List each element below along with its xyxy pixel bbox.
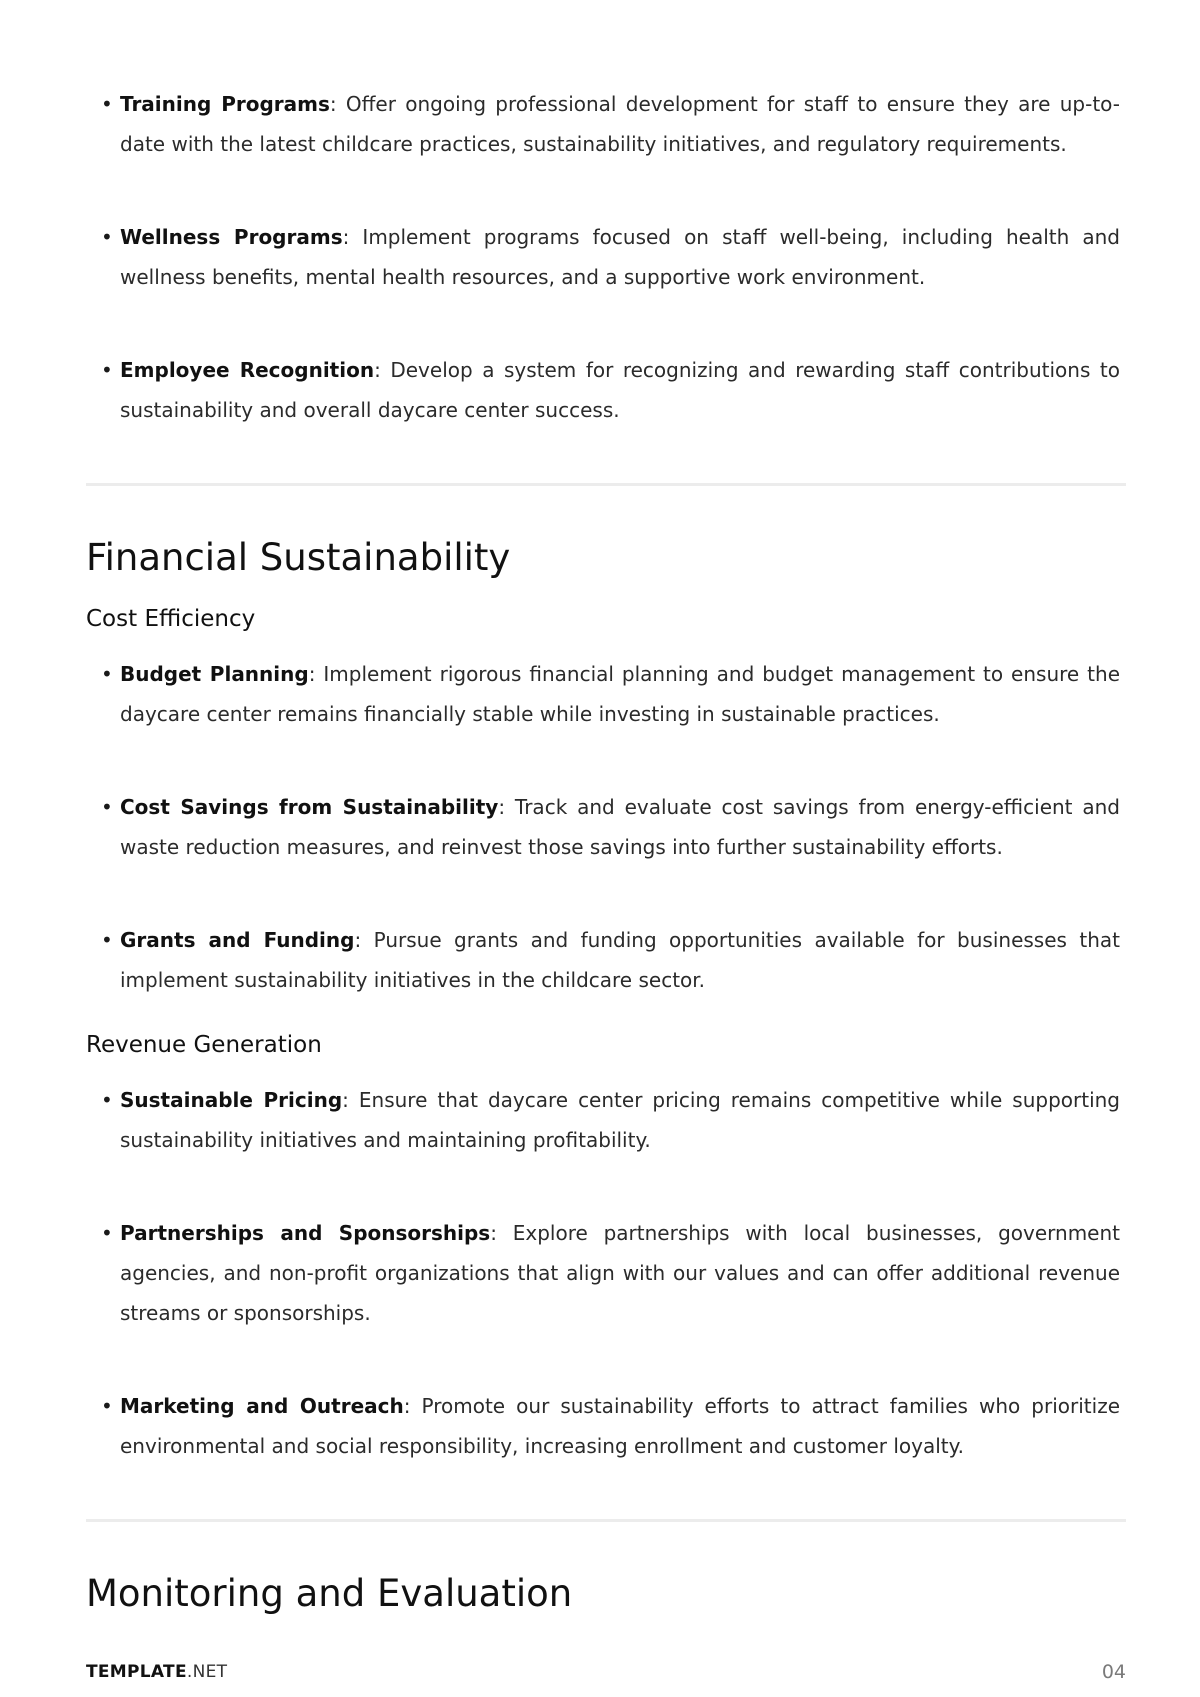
list-item xyxy=(86,920,1120,1000)
list-item xyxy=(86,350,1120,430)
list-item xyxy=(86,787,1120,867)
bullet-text: : Implement programs focused on staff well-being, including health and wellness benefits, mental health resources, and a supportive work environment. xyxy=(120,225,1120,289)
bullet-text: : Pursue grants and funding opportunities available for businesses that implement sustainability initiatives in the childcare sector. xyxy=(120,928,1120,992)
bullet-term: Marketing and Outreach xyxy=(120,1394,404,1418)
bullet-text: : Explore partnerships with local businesses, government agencies, and non-profit organizations that align with our values and can offer additional revenue streams or sponsorships. xyxy=(120,1221,1121,1325)
page-number: 04 xyxy=(1101,1661,1126,1683)
bullet-term: Budget Planning xyxy=(120,662,309,686)
revenue-generation-heading: Revenue Generation xyxy=(86,1032,322,1058)
bullet-term: Sustainable Pricing xyxy=(120,1088,343,1112)
staff-programs-list xyxy=(86,84,1126,430)
bullet-term: Grants and Funding xyxy=(120,928,355,952)
cost-efficiency-heading: Cost Efficiency xyxy=(86,606,256,632)
page-content xyxy=(86,84,1126,1638)
brand-light-text: .NET xyxy=(186,1662,228,1682)
bullet-text: : Implement rigorous financial planning and budget management to ensure the daycare center remains financially stable while investing in sustainable practices. xyxy=(120,662,1120,726)
brand-logo xyxy=(86,1660,227,1684)
list-item xyxy=(86,84,1120,164)
bullet-text: : Ensure that daycare center pricing remains competitive while supporting sustainability initiatives and maintaining profitability. xyxy=(120,1088,1121,1152)
bullet-term: Cost Savings from Sustainability xyxy=(120,795,499,819)
bullet-text: : Offer ongoing professional development for staff to ensure they are up-to-date with the latest childcare practices, sustainability initiatives, and regulatory requirements. xyxy=(120,92,1121,156)
bullet-text: : Promote our sustainability efforts to attract families who prioritize environmental and social responsibility, increasing enrollment and customer loyalty. xyxy=(120,1394,1120,1458)
list-item xyxy=(86,654,1120,734)
bullet-term: Wellness Programs xyxy=(120,225,343,249)
page-footer xyxy=(86,1660,1126,1684)
list-item xyxy=(86,217,1120,297)
bullet-text: : Develop a system for recognizing and rewarding staff contributions to sustainability and overall daycare center success. xyxy=(120,358,1120,422)
bullet-term: Employee Recognition xyxy=(120,358,375,382)
revenue-generation-list xyxy=(86,1080,1126,1466)
monitoring-evaluation-heading: Monitoring and Evaluation xyxy=(86,1572,573,1615)
bullet-term: Partnerships and Sponsorships xyxy=(120,1221,491,1245)
section-divider xyxy=(86,483,1126,486)
brand-bold-text: TEMPLATE xyxy=(86,1662,187,1682)
list-item xyxy=(86,1080,1120,1160)
cost-efficiency-list xyxy=(86,654,1126,1000)
list-item xyxy=(86,1213,1120,1333)
bullet-term: Training Programs xyxy=(120,92,330,116)
bullet-text: : Track and evaluate cost savings from energy-efficient and waste reduction measures, and reinvest those savings into further sustainability efforts. xyxy=(120,795,1121,859)
financial-sustainability-heading: Financial Sustainability xyxy=(86,536,511,579)
list-item xyxy=(86,1386,1120,1466)
section-divider xyxy=(86,1519,1126,1522)
